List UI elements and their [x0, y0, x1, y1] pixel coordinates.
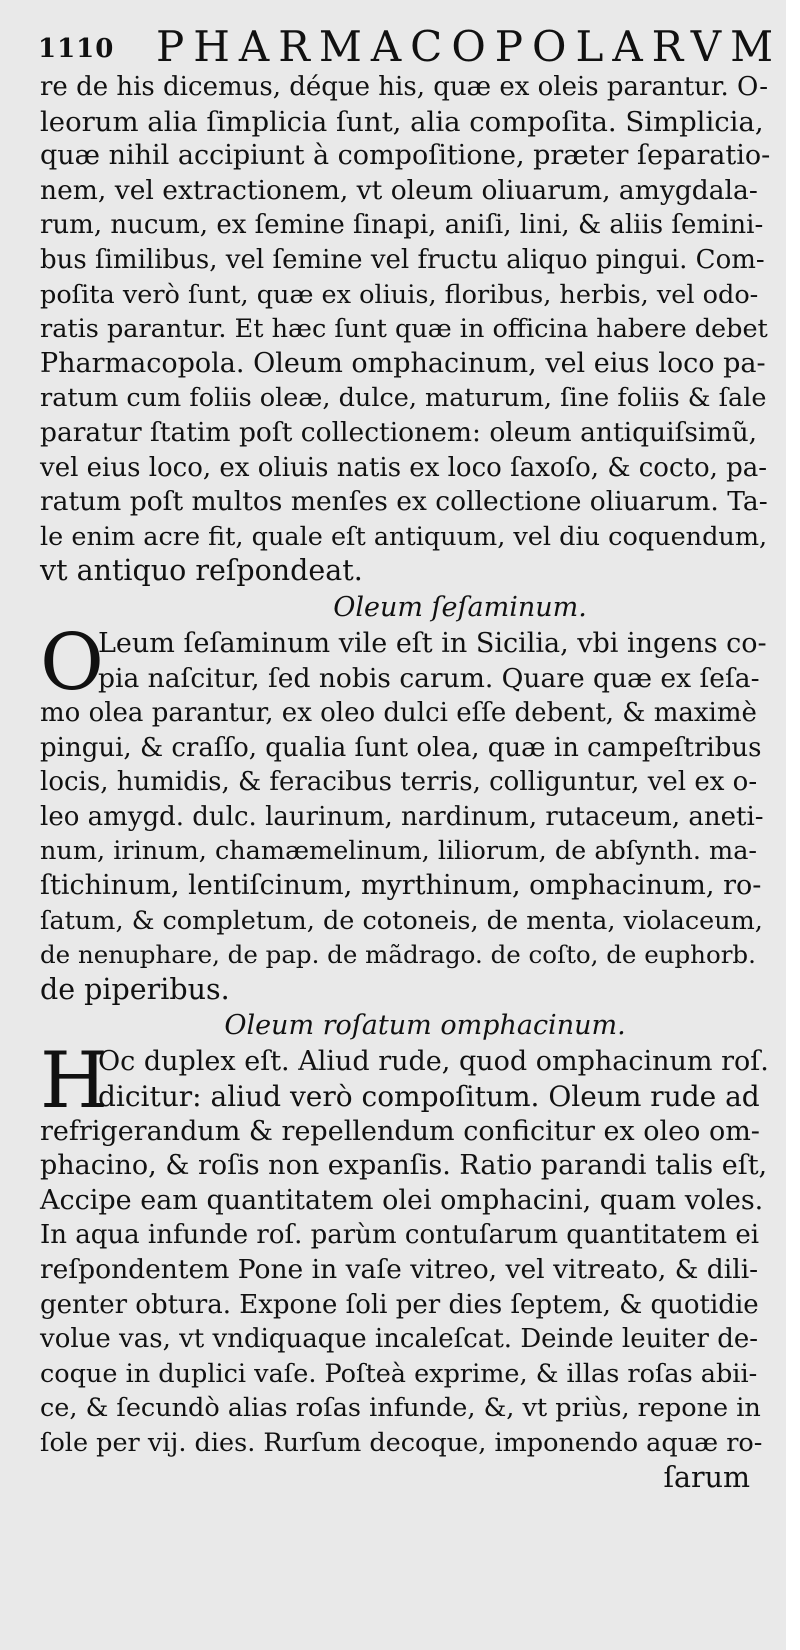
text-line: Oc duplex eſt. Aliud rude, quod omphacinum roſ. [98, 1046, 769, 1078]
text-line: ce, & ſecundò alias roſas infunde, &, vt priùs, repone in [40, 1393, 761, 1424]
text-line: reſpondentem Pone in vaſe vitreo, vel vitreato, & dili- [40, 1254, 759, 1285]
page-number: 1110 [38, 34, 115, 64]
drop-cap: H [40, 1036, 109, 1127]
catchword: ſarum [663, 1460, 750, 1494]
text-line: vt antiquo reſpondeat. [40, 554, 363, 588]
text-line: re de his dicemus, déque his, quæ ex oleis parantur. O- [40, 72, 769, 102]
text-line: quæ nihil accipiunt à compoſitione, præter ſeparatio- [40, 140, 771, 172]
text-line: bus ſimilibus, vel ſemine vel fructu aliquo pingui. Com- [40, 244, 765, 275]
body-text [40, 70, 770, 1495]
text-line: nem, vel extractionem, vt oleum oliuarum, amygdala- [40, 174, 758, 206]
text-line: leo amygd. dulc. laurinum, nardinum, rutaceum, aneti- [40, 801, 764, 832]
text-line: Leum ſeſaminum vile eſt in Sicilia, vbi ingens co- [98, 627, 767, 659]
text-line: ratis parantur. Et hæc ſunt quæ in officina habere debet [40, 314, 768, 345]
text-line: mo olea parantur, ex oleo dulci eſſe debent, & maximè [40, 698, 757, 729]
section-heading-rosatum: Oleum roſatum omphacinum. [224, 1010, 626, 1042]
section-heading-sesaminum: Oleum ſeſaminum. [333, 591, 587, 623]
text-line: phacino, & roſis non expanſis. Ratio parandi talis eſt, [40, 1150, 768, 1182]
text-line: Pharmacopola. Oleum omphacinum, vel eius loco pa- [40, 347, 766, 379]
text-line: genter obtura. Expone ſoli per dies ſeptem, & quotidie [40, 1289, 759, 1320]
drop-cap: O [40, 617, 104, 708]
text-line: In aqua infunde roſ. parùm contuſarum quantitatem ei [40, 1220, 760, 1251]
paragraph-rosatum [40, 1036, 770, 1495]
text-line: rum, nucum, ex ſemine ſinapi, aniſi, lini, & aliis ſemini- [40, 210, 764, 241]
text-line: ſtichinum, lentiſcinum, myrthinum, omphacinum, ro- [40, 870, 762, 902]
text-line: leorum alia ſimplicia ſunt, alia compoſita. Simplicia, [40, 105, 764, 138]
running-head: PHARMACOPOLARVM [156, 22, 783, 71]
text-line: le enim acre fit, quale eſt antiquum, vel diu coquendum, [40, 521, 768, 552]
text-line: num, irinum, chamæmelinum, liliorum, de abſynth. ma- [40, 836, 758, 867]
text-line: refrigerandum & repellendum conficitur ex oleo om- [40, 1115, 760, 1147]
text-line: de nenuphare, de pap. de mãdrago. de coſto, de euphorb. [40, 940, 756, 970]
text-line: de piperibus. [40, 972, 230, 1006]
text-line: paratur ſtatim poſt collectionem: oleum antiquiſsimũ, [40, 416, 758, 448]
text-line: vel eius loco, ex oliuis natis ex loco ſaxoſo, & cocto, pa- [40, 452, 768, 483]
text-line: poſita verò ſunt, quæ ex oliuis, floribus, herbis, vel odo- [40, 279, 759, 310]
text-line: ſole per vij. dies. Rurſum decoque, imponendo aquæ ro- [40, 1427, 763, 1458]
intro-paragraph [40, 70, 770, 589]
text-line: Accipe eam quantitatem olei omphacini, quam voles. [40, 1184, 764, 1216]
text-line: ſatum, & completum, de cotoneis, de menta, violaceum, [40, 905, 763, 936]
text-line: locis, humidis, & feracibus terris, colliguntur, vel ex o- [40, 767, 758, 798]
text-line: pingui, & craſſo, qualia ſunt olea, quæ in campeſtribus [40, 732, 762, 763]
text-line: ratum poſt multos menſes ex collectione oliuarum. Ta- [40, 486, 768, 518]
text-line: dicitur: aliud verò compoſitum. Oleum rude ad [98, 1080, 760, 1114]
text-line: coque in duplici vaſe. Poſteà exprime, & illas roſas abii- [40, 1358, 758, 1389]
text-line: ratum cum foliis oleæ, dulce, maturum, ſine foliis & ſale [40, 383, 767, 414]
text-line: volue vas, vt vndiquaque incaleſcat. Deinde leuiter de- [40, 1324, 759, 1355]
paragraph-sesaminum [40, 617, 770, 1008]
text-line: pia naſcitur, ſed nobis carum. Quare quæ ex ſeſa- [98, 662, 760, 694]
page-header [38, 22, 783, 72]
page-edge [786, 0, 800, 1650]
